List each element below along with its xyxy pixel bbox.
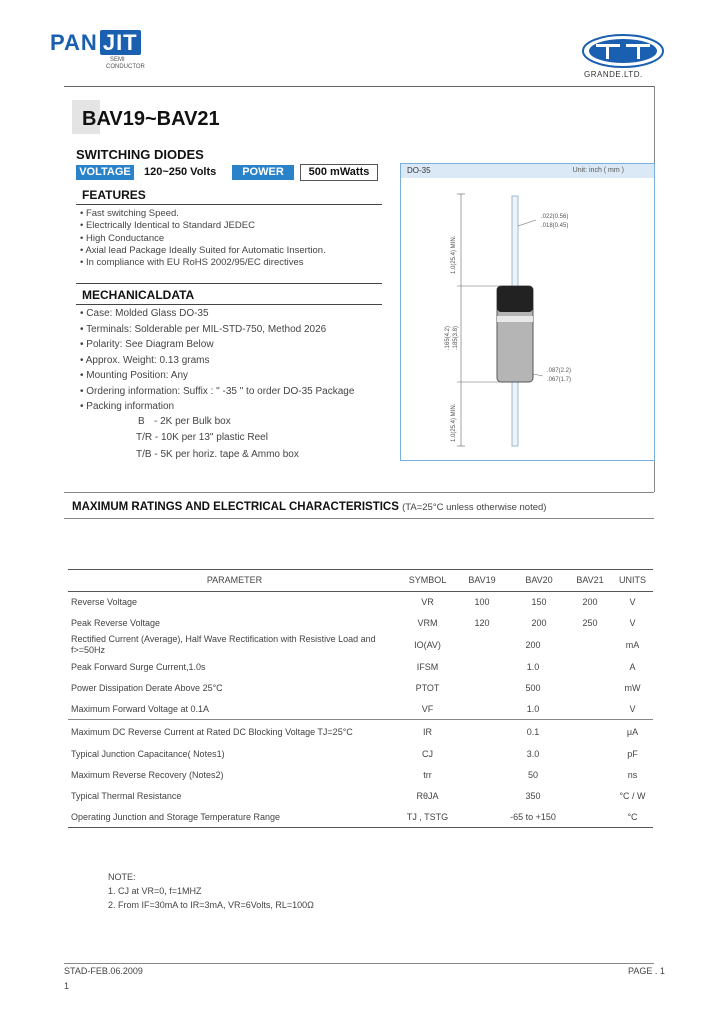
mechanical-item: • Mounting Position: Any <box>80 368 354 384</box>
subtitle: SWITCHING DIODES <box>76 147 204 162</box>
power-value: 500 mWatts <box>300 164 378 181</box>
ratings-title <box>72 501 546 513</box>
col-header-units: UNITS <box>612 570 653 592</box>
table-row <box>68 744 653 765</box>
diagram-unit-label: Unit: inch ( mm ) <box>572 167 624 174</box>
ratings-condition: (TA=25°C unless otherwise noted) <box>402 502 547 513</box>
symbol-cell: VRM <box>417 617 438 628</box>
table-row <box>68 765 653 786</box>
mechanical-list <box>80 306 354 415</box>
unit-cell: V <box>629 617 636 628</box>
symbol-cell: IR <box>401 720 454 745</box>
value-cell: 350 <box>525 790 541 801</box>
brand-pan-text: PAN <box>50 30 98 55</box>
ratings-rule-bottom <box>64 518 654 519</box>
param-cell: Reverse Voltage <box>71 597 138 608</box>
mechanical-item: • Case: Molded Glass DO-35 <box>80 306 354 322</box>
value-cell: 50 <box>527 770 538 781</box>
value-cell: 500 <box>525 683 541 694</box>
param-cell: Maximum Forward Voltage at 0.1A <box>71 703 210 714</box>
value-cell: -65 to +150 <box>454 806 612 827</box>
table-row <box>68 657 653 678</box>
mechanical-item: • Polarity: See Diagram Below <box>80 337 354 353</box>
dim-lead-len-bot: 1.0(25.4) MIN. <box>451 403 457 442</box>
symbol-cell: IFSM <box>416 662 439 673</box>
param-cell: Peak Forward Surge Current,1.0s <box>71 662 206 673</box>
features-list <box>80 208 326 269</box>
table-row <box>68 678 653 699</box>
footer-rule <box>64 963 654 964</box>
unit-cell: mW <box>624 683 641 694</box>
bav21-cell: 200 <box>582 597 598 608</box>
brand-sub-semi: SEMI <box>110 57 125 63</box>
mechanical-item: • Packing information <box>80 399 354 415</box>
unit-cell: A <box>629 662 636 673</box>
features-title: FEATURES <box>82 188 146 202</box>
table-row <box>68 633 653 657</box>
unit-cell: V <box>629 703 636 714</box>
packing-desc: - 10K per 13" plastic Reel <box>154 432 268 443</box>
feature-item: • Electrically Identical to Standard JEDEC <box>80 220 326 232</box>
brand-sub-conductor: CONDUCTOR <box>106 64 145 70</box>
table-row <box>68 786 653 807</box>
brand-sub <box>106 57 145 71</box>
table-row <box>68 591 653 612</box>
feature-item: • In compliance with EU RoHS 2002/95/EC directives <box>80 257 326 269</box>
col-header-parameter: PARAMETER <box>68 570 401 592</box>
dim-lead-dia-max: .022(0.56) <box>541 214 569 220</box>
ratings-title-text: MAXIMUM RATINGS AND ELECTRICAL CHARACTERISTICS <box>72 501 399 513</box>
mechanical-item: • Ordering information: Suffix : " -35 " to order DO-35 Package <box>80 384 354 400</box>
note-item: 2. From IF=30mA to IR=3mA, VR=6Volts, RL=100Ω <box>108 900 314 910</box>
param-cell: Typical Junction Capacitance( Notes1) <box>71 749 225 760</box>
unit-cell: °C <box>612 806 653 827</box>
dim-body-len-max: .165(4.2) <box>445 325 451 350</box>
grande-logo-icon <box>582 34 664 68</box>
table-row <box>68 806 653 827</box>
table-row <box>68 612 653 633</box>
note-item: 1. CJ at VR=0, f=1MHZ <box>108 886 202 896</box>
header-divider <box>64 86 654 87</box>
bav19-cell: 100 <box>474 597 490 608</box>
dim-lead-dia-min: .018(0.45) <box>541 223 569 229</box>
unit-cell: V <box>629 597 636 608</box>
brand-right-text: GRANDE.LTD. <box>584 70 643 79</box>
packing-code: B <box>138 416 145 427</box>
symbol-cell: CJ <box>422 749 433 760</box>
mechanical-item: • Approx. Weight: 0.13 grams <box>80 353 354 369</box>
mechanical-item: • Terminals: Solderable per MIL-STD-750, Method 2026 <box>80 322 354 338</box>
param-cell: Rectified Current (Average), Half Wave Rectification with Resistive Load and f>=50Hz <box>71 634 376 656</box>
feature-item: • Axial lead Package Ideally Suited for Automatic Insertion. <box>80 245 326 257</box>
notes-title: NOTE: <box>108 872 136 882</box>
bav21-cell: 250 <box>582 617 598 628</box>
symbol-cell: PTOT <box>415 683 440 694</box>
ratings-rule-top <box>64 492 654 493</box>
feature-item: • High Conductance <box>80 233 326 245</box>
feature-item: • Fast switching Speed. <box>80 208 326 220</box>
diode-drawing-icon <box>401 164 654 460</box>
package-diagram <box>400 163 655 461</box>
param-cell: Power Dissipation Derate Above 25°C <box>71 683 223 694</box>
diagram-package-label: DO-35 <box>407 166 431 175</box>
packing-code: T/R <box>136 432 153 443</box>
power-label: POWER <box>232 165 294 180</box>
brand-logo-left <box>50 30 141 56</box>
packing-row <box>136 432 268 443</box>
bav20-cell: 150 <box>531 597 547 608</box>
symbol-cell: RθJA <box>416 790 439 801</box>
value-cell: 3.0 <box>526 749 540 760</box>
unit-cell: μA <box>612 720 653 745</box>
bav19-cell: 120 <box>474 617 490 628</box>
dim-body-dia-max: .087(2.2) <box>547 368 572 374</box>
symbol-cell: VR <box>421 597 434 608</box>
packing-row <box>136 449 299 460</box>
unit-cell: mA <box>625 640 640 651</box>
value-cell: 0.1 <box>454 720 612 745</box>
symbol-cell: VF <box>421 703 434 714</box>
param-cell: Peak Reverse Voltage <box>71 617 161 628</box>
packing-row <box>138 416 231 427</box>
packing-desc: - 5K per horiz. tape & Ammo box <box>154 449 299 460</box>
packing-code: T/B <box>136 449 152 460</box>
voltage-label: VOLTAGE <box>76 165 134 180</box>
table-row <box>68 720 653 745</box>
features-rule <box>76 204 382 205</box>
value-cell: 200 <box>525 640 541 651</box>
packing-desc: - 2K per Bulk box <box>154 416 231 427</box>
dim-body-dia-min: .067(1.7) <box>547 377 572 383</box>
param-cell: Operating Junction and Storage Temperature Range <box>68 806 401 827</box>
brand-jit-text: JIT <box>100 30 141 55</box>
footer-date: STAD-FEB.06.2009 <box>64 966 143 976</box>
value-cell: 1.0 <box>526 703 540 714</box>
unit-cell: ns <box>627 770 638 781</box>
part-number: BAV19~BAV21 <box>82 108 220 130</box>
mechanical-title: MECHANICALDATA <box>82 288 195 302</box>
unit-cell: pF <box>627 749 638 760</box>
voltage-value: 120~250 Volts <box>144 166 217 178</box>
value-cell: 1.0 <box>526 662 540 673</box>
param-cell: Maximum Reverse Recovery (Notes2) <box>71 770 224 781</box>
symbol-cell: IO(AV) <box>414 640 441 651</box>
col-header-bav21: BAV21 <box>568 570 612 592</box>
col-header-symbol: SYMBOL <box>401 570 454 592</box>
ratings-table <box>68 569 653 828</box>
symbol-cell: trr <box>423 770 432 781</box>
col-header-bav19: BAV19 <box>454 570 510 592</box>
table-header-row <box>68 570 653 592</box>
notes <box>108 870 314 912</box>
col-header-bav20: BAV20 <box>510 570 568 592</box>
mech-rule-top <box>76 283 382 284</box>
dim-body-len-min: .185(3.8) <box>453 325 459 350</box>
table-row <box>68 698 653 719</box>
footer-page-number: 1 <box>64 981 70 991</box>
param-cell: Maximum DC Reverse Current at Rated DC Blocking Voltage TJ=25°C <box>68 720 401 745</box>
bav20-cell: 200 <box>531 617 547 628</box>
param-cell: Typical Thermal Resistance <box>71 790 182 801</box>
footer-page-label: PAGE . 1 <box>628 966 665 976</box>
dim-lead-len-top: 1.0(25.4) MIN. <box>451 235 457 274</box>
symbol-cell: TJ , TSTG <box>401 806 454 827</box>
mech-rule <box>76 304 382 305</box>
unit-cell: °C / W <box>619 790 646 801</box>
